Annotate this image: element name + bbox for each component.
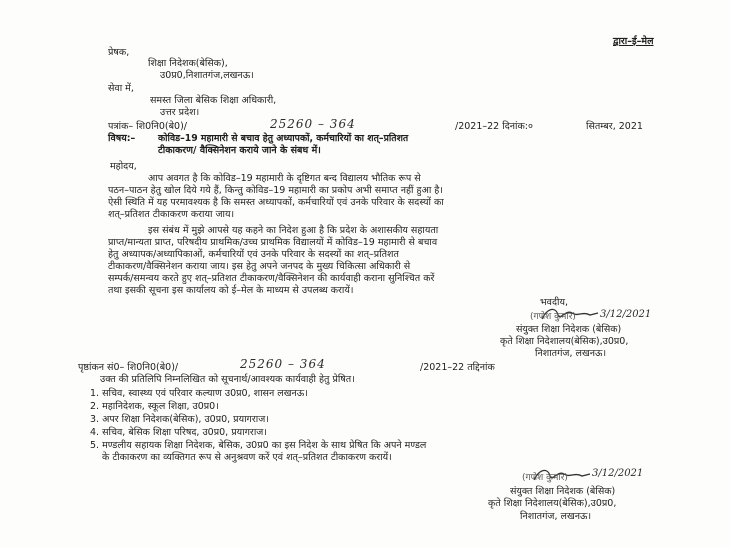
para2-line: तथा इसकी सूचना इस कार्यालय को ई–मेल के माध्यम से उपलब्ध करायें। [108, 285, 354, 296]
office-line-2: कृते शिक्षा निदेशालय(बेसिक),उ0प्र0, [488, 498, 617, 509]
signatory-name-2: (गणेश कुमार) [522, 473, 568, 483]
via-email-label: द्वारा–ई–मेल [613, 36, 654, 47]
recipient-label: सेवा में, [108, 83, 134, 94]
designation-1: संयुक्त शिक्षा निदेशक (बेसिक) [516, 324, 622, 335]
para2-line: हेतु अध्यापक/अध्यापिकाओं, कर्मचारियों एवं उनके परिवार के सदस्यों का शत्–प्रतिशत [108, 249, 399, 260]
letter-date: सितम्बर, 2021 [586, 121, 643, 132]
letter-number-suffix: /2021–22 दिनांक:० [455, 121, 533, 132]
place-2: निशातगंज, लखनऊ। [520, 511, 592, 522]
yours-faithfully: भवदीय, [540, 297, 568, 308]
salutation: महोदय, [110, 161, 137, 172]
copy-list-item: 3. अपर शिक्षा निदेशक(बेसिक), उ0प्र0, प्रयागराज। [90, 414, 269, 425]
designation-2: संयुक्त शिक्षा निदेशक (बेसिक) [510, 486, 616, 497]
para2-line: सम्पर्क/समन्वय करते हुए शत्–प्रतिशत टीकाकरण/वैक्सिनेशन की कार्यवाही कराना सुनिश्चित करें [108, 273, 435, 284]
endorsement-prefix: पृष्ठांकन सं0– शि0नि0(बे0)/ [78, 362, 179, 373]
office-line-1: कृते शिक्षा निदेशालय(बेसिक),उ0प्र0, [500, 336, 629, 347]
sender-line2: उ0प्र0,निशातगंज,लखनऊ। [160, 70, 254, 81]
para2-line: प्राप्त/मान्यता प्राप्त, परिषदीय प्राथमिक/उच्च प्राथमिक विद्यालयों में कोविड–19 महामारी से बचाव [108, 237, 438, 248]
copy-list-item: 4. सचिव, बेसिक शिक्षा परिषद, उ0प्र0, प्रयागराज। [90, 427, 267, 438]
para1-line: शत्–प्रतिशत टीकाकरण कराया जाय। [108, 209, 235, 220]
signature-date-2: 3/12/2021 [592, 468, 644, 479]
sender-label: प्रेषक, [108, 47, 130, 58]
recipient-line1: समस्त जिला बेसिक शिक्षा अधिकारी, [150, 95, 277, 106]
place-1: निशातगंज, लखनऊ। [535, 348, 607, 359]
signature-date-1: 3/12/2021 [600, 309, 652, 320]
copy-list-item-continued: के टीकाकरण का व्यक्तिगत रूप से अनुश्रवण करें एवं शत्–प्रतिशत टीकाकरण करायें। [102, 452, 392, 463]
endorsement-handwritten: 25260 – 364 [240, 357, 326, 371]
copy-list-item: 2. महानिदेशक, स्कूल शिक्षा, उ0प्र0। [90, 401, 219, 412]
letter-number-handwritten: 25260 – 364 [270, 117, 356, 131]
letter-number-prefix: पत्रांक– शि0नि0(बे0)/ [108, 121, 187, 132]
para1-line: आप अवगत है कि कोविड–19 महामारी के दृष्टिगत बन्द विद्यालय भौतिक रूप से [148, 173, 421, 184]
subject-label: विषय:– [108, 133, 136, 144]
copy-list-item: 5. मण्डलीय सहायक शिक्षा निदेशक, बेसिक, उ0प्र0 का इस निदेश के साथ प्रेषित कि अपने मण्डल [90, 440, 427, 451]
signatory-name-1: (गणेश कुमार) [530, 312, 576, 322]
sender-line1: शिक्षा निदेशक(बेसिक), [148, 58, 228, 69]
para1-line: पठन–पाठन हेतु खोल दिये गये हैं, किन्तु कोविड–19 महामारी का प्रकोप अभी समाप्त नहीं हुआ है। [108, 185, 443, 196]
subject-line1: कोविड–19 महामारी से बचाव हेतु अध्यापकों, कर्मचारियों का शत्–प्रतिशत [158, 133, 409, 144]
para1-line: ऐसी स्थिति में यह परमावश्यक है कि समस्त अध्यापकों, कर्मचारियों एवं उनके परिवार के सदस्यों का [108, 197, 444, 208]
para2-line: इस संबंध में मुझे आपसे यह कहने का निदेश हुआ है कि प्रदेश के अशासकीय सहायता [148, 225, 439, 236]
recipient-line2: उत्तर प्रदेश। [160, 107, 200, 118]
copy-list-item: 1. सचिव, स्वास्थ्य एवं परिवार कल्याण उ0प्र0, शासन लखनऊ। [90, 388, 308, 399]
subject-line2: टीकाकरण/ वैक्सिनेशन कराये जाने के संबध में। [158, 145, 321, 156]
para2-line: टीकाकरण/वैक्सिनेशन कराया जाय। इस हेतु अपने जनपद के मुख्य चिकित्सा अधिकारी से [108, 261, 411, 272]
endorsement-suffix: /2021–22 तद्दिनांक [420, 362, 495, 373]
endorsement-intro: उक्त की प्रतिलिपि निम्नलिखित को सूचनार्थ/आवश्यक कार्यवाही हेतु प्रेषित। [100, 374, 355, 385]
